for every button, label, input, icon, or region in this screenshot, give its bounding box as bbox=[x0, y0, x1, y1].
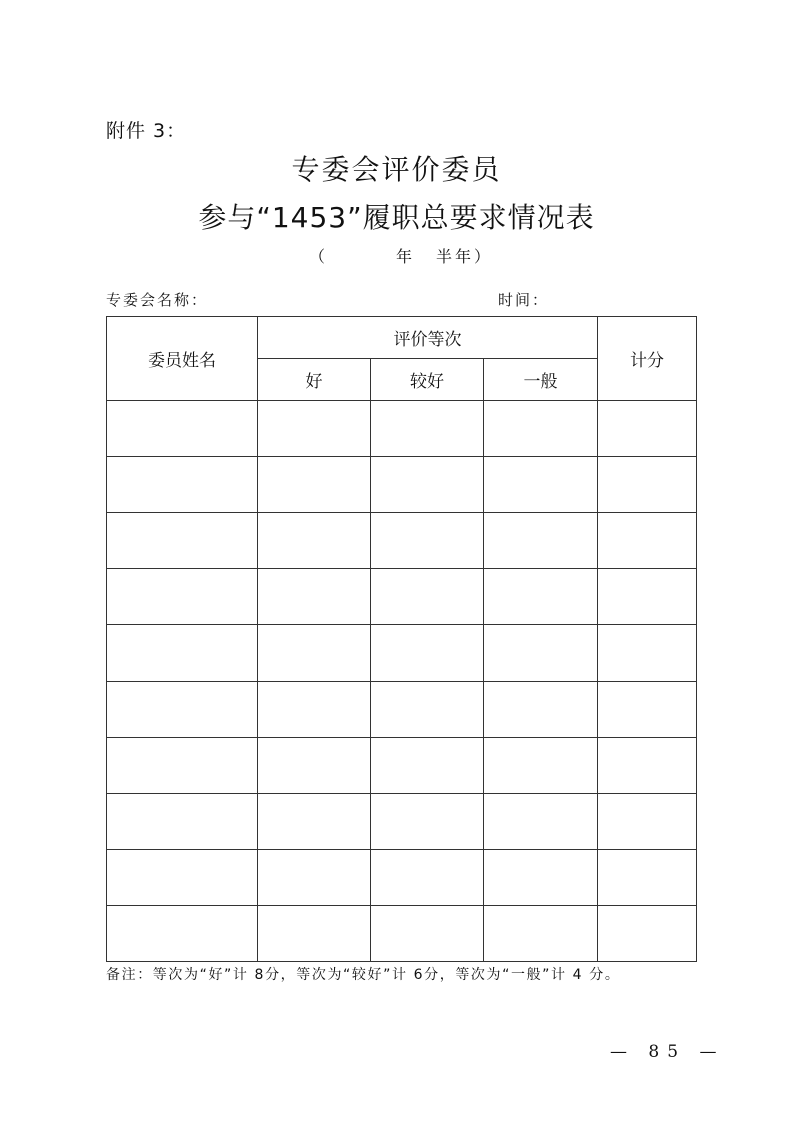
cell-rating-fairly-good[interactable] bbox=[371, 457, 484, 513]
cell-rating-fairly-good[interactable] bbox=[371, 569, 484, 625]
cell-rating-average[interactable] bbox=[484, 681, 598, 737]
cell-rating-fairly-good[interactable] bbox=[371, 513, 484, 569]
table-row bbox=[107, 569, 697, 625]
footnote: 备注：等次为“好”计 8分，等次为“较好”计 6分，等次为“一般”计 4 分。 bbox=[106, 967, 621, 983]
cell-score[interactable] bbox=[598, 737, 697, 793]
cell-member-name[interactable] bbox=[107, 625, 258, 681]
cell-member-name[interactable] bbox=[107, 793, 258, 849]
cell-rating-fairly-good[interactable] bbox=[371, 681, 484, 737]
time-label: 时间： bbox=[498, 291, 550, 309]
page-number: — 85 — bbox=[610, 1042, 725, 1062]
cell-rating-good[interactable] bbox=[258, 625, 371, 681]
cell-rating-good[interactable] bbox=[258, 737, 371, 793]
table-row bbox=[107, 849, 697, 905]
cell-member-name[interactable] bbox=[107, 905, 258, 961]
cell-rating-average[interactable] bbox=[484, 625, 598, 681]
cell-rating-average[interactable] bbox=[484, 513, 598, 569]
cell-rating-fairly-good[interactable] bbox=[371, 401, 484, 457]
cell-rating-fairly-good[interactable] bbox=[371, 793, 484, 849]
cell-rating-fairly-good[interactable] bbox=[371, 849, 484, 905]
cell-score[interactable] bbox=[598, 457, 697, 513]
cell-score[interactable] bbox=[598, 905, 697, 961]
table-row bbox=[107, 513, 697, 569]
committee-name-label: 专委会名称： bbox=[106, 291, 209, 309]
cell-rating-good[interactable] bbox=[258, 457, 371, 513]
cell-rating-fairly-good[interactable] bbox=[371, 737, 484, 793]
cell-rating-average[interactable] bbox=[484, 457, 598, 513]
cell-rating-average[interactable] bbox=[484, 793, 598, 849]
table-row bbox=[107, 457, 697, 513]
header-member-name: 委员姓名 bbox=[107, 317, 258, 401]
cell-rating-good[interactable] bbox=[258, 849, 371, 905]
cell-score[interactable] bbox=[598, 625, 697, 681]
header-score: 计分 bbox=[598, 317, 697, 401]
cell-score[interactable] bbox=[598, 513, 697, 569]
cell-member-name[interactable] bbox=[107, 401, 258, 457]
cell-rating-fairly-good[interactable] bbox=[371, 905, 484, 961]
evaluation-table bbox=[106, 316, 697, 962]
cell-rating-fairly-good[interactable] bbox=[371, 625, 484, 681]
table-header-row bbox=[107, 317, 697, 359]
cell-member-name[interactable] bbox=[107, 457, 258, 513]
cell-rating-good[interactable] bbox=[258, 569, 371, 625]
cell-rating-good[interactable] bbox=[258, 681, 371, 737]
header-rating-average: 一般 bbox=[484, 359, 598, 401]
cell-rating-average[interactable] bbox=[484, 905, 598, 961]
cell-member-name[interactable] bbox=[107, 737, 258, 793]
attachment-label: 附件 3： bbox=[106, 120, 187, 142]
subtitle-year: 年 bbox=[396, 247, 413, 266]
cell-rating-average[interactable] bbox=[484, 849, 598, 905]
cell-score[interactable] bbox=[598, 793, 697, 849]
cell-rating-average[interactable] bbox=[484, 569, 598, 625]
cell-member-name[interactable] bbox=[107, 513, 258, 569]
document-title-line2: 参与“1453”履职总要求情况表 bbox=[198, 201, 595, 234]
subtitle-half-year: 半年） bbox=[436, 247, 494, 266]
table-row bbox=[107, 793, 697, 849]
header-rating-good: 好 bbox=[258, 359, 371, 401]
table-row bbox=[107, 681, 697, 737]
cell-rating-good[interactable] bbox=[258, 401, 371, 457]
table-row bbox=[107, 625, 697, 681]
cell-rating-good[interactable] bbox=[258, 793, 371, 849]
cell-rating-average[interactable] bbox=[484, 737, 598, 793]
cell-member-name[interactable] bbox=[107, 681, 258, 737]
cell-member-name[interactable] bbox=[107, 849, 258, 905]
cell-score[interactable] bbox=[598, 681, 697, 737]
table-row bbox=[107, 905, 697, 961]
cell-rating-good[interactable] bbox=[258, 905, 371, 961]
document-title-line1: 专委会评价委员 bbox=[291, 153, 502, 186]
header-rating-group: 评价等次 bbox=[258, 317, 598, 359]
cell-score[interactable] bbox=[598, 849, 697, 905]
cell-score[interactable] bbox=[598, 401, 697, 457]
cell-rating-good[interactable] bbox=[258, 513, 371, 569]
header-rating-fairly-good: 较好 bbox=[371, 359, 484, 401]
cell-member-name[interactable] bbox=[107, 569, 258, 625]
cell-rating-average[interactable] bbox=[484, 401, 598, 457]
cell-score[interactable] bbox=[598, 569, 697, 625]
table-row bbox=[107, 737, 697, 793]
table-row bbox=[107, 401, 697, 457]
subtitle-open-paren: （ bbox=[309, 247, 326, 266]
